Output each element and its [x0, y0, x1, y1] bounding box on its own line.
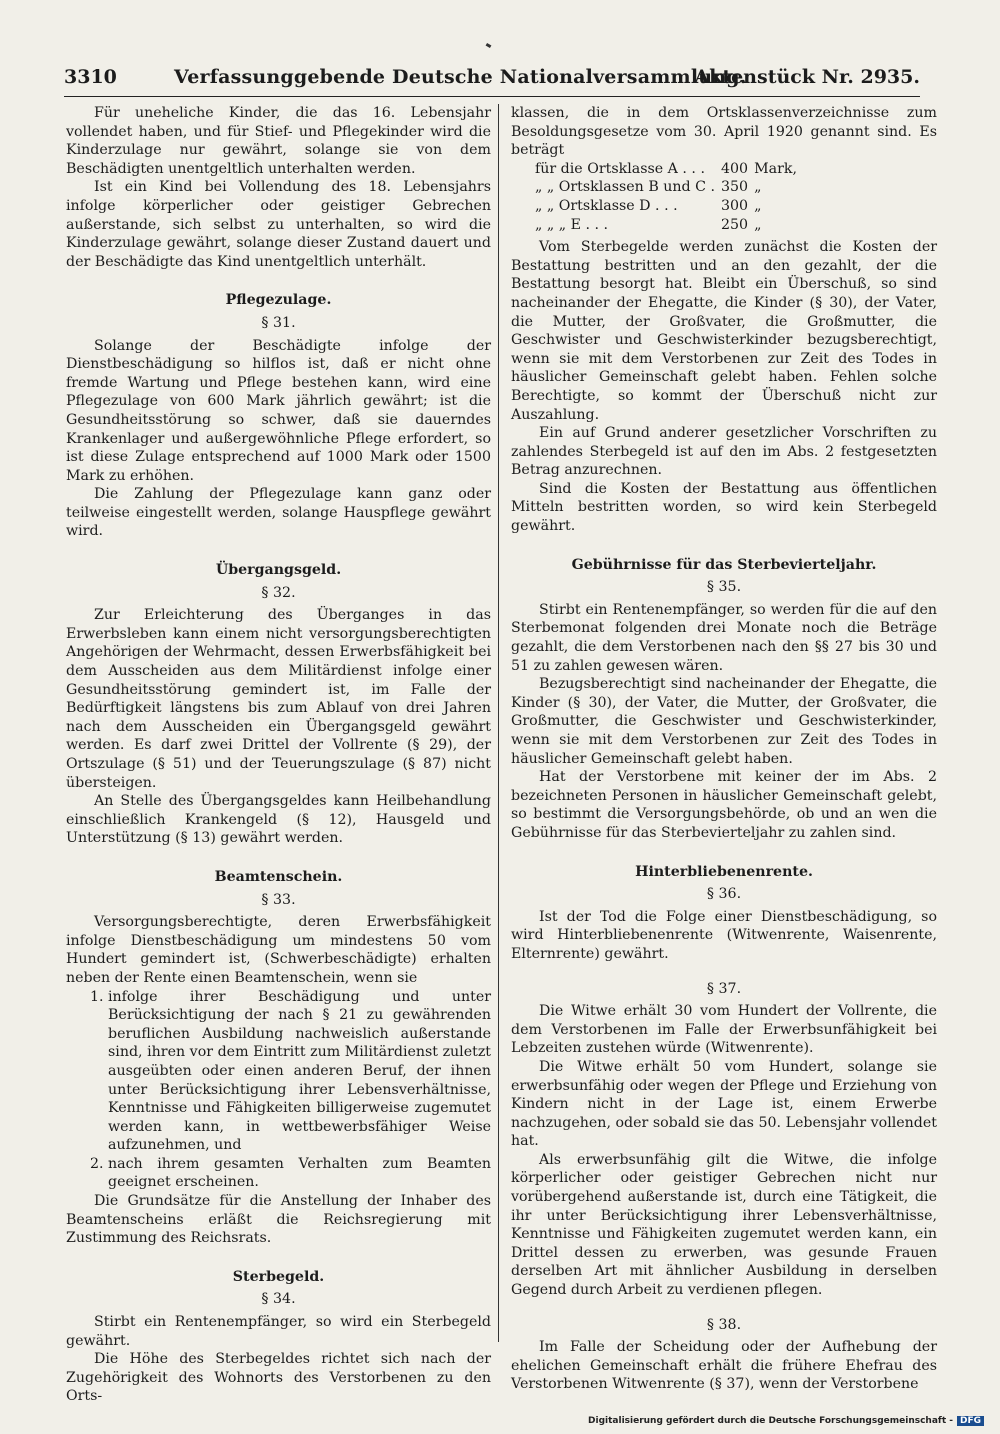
list-item: 1. infolge ihrer Beschädigung und unter Berücksichtigung der nach § 21 zu gewährenden beruflichen Ausbildung nachweislich außerstande sind, ihren vor dem Eintritt zum Militärdienst zuletzt ausgeübten oder einen anderen Beruf, der ihnen unter Berücksichtigung ihrer Lebensverhältnisse, Kenntnisse und Fähigkeiten billigerweise zugemutet werden kann, in wettbewerbsfähiger Weise aufzunehmen, und — [108, 988, 491, 1155]
digitization-credit — [588, 1416, 984, 1426]
rate-unit: „ — [754, 179, 762, 196]
rate-unit: Mark, — [754, 160, 797, 177]
section-heading-uebergangsgeld: Übergangsgeld. — [215, 562, 342, 579]
paragraph: Die Grundsätze für die Anstellung der Inhaber des Beamtenscheins erläßt die Reichsregierung mit Zustimmung des Reichsrats. — [66, 1193, 491, 1247]
credit-text: Digitalisierung gefördert durch die Deutsche Forschungsgemeinschaft - — [588, 1416, 953, 1426]
section-heading-pflegezulage: Pflegezulage. — [225, 292, 332, 309]
paragraph: Die Höhe des Sterbegeldes richtet sich nach der Zugehörigkeit des Wohnorts des Verstorbenen zu den Orts- — [66, 1351, 491, 1405]
paragraph: Sind die Kosten der Bestattung aus öffentlichen Mitteln bestritten worden, so wird kein Sterbegeld gewährt. — [511, 480, 937, 535]
paragraph-number: § 37. — [706, 980, 742, 997]
table-row — [535, 160, 803, 179]
paragraph: Stirbt ein Rentenempfänger, so werden für die auf den Sterbemonat folgenden drei Monate noch die Beträge gezahlt, die dem Verstorbenen nach den §§ 27 bis 30 und 51 zu zahlen gewesen wären. — [511, 601, 937, 674]
paragraph: Die Zahlung der Pflegezulage kann ganz oder teilweise eingestellt werden, solange Hauspflege gewährt wird. — [66, 486, 491, 540]
table-row — [535, 178, 803, 197]
rate-value: 400 — [721, 160, 749, 177]
list-item: 2. nach ihrem gesamten Verhalten zum Beamten geeignet erscheinen. — [108, 1155, 491, 1192]
section-heading-hinterbliebenenrente: Hinterbliebenenrente. — [635, 863, 813, 880]
paragraph: Vom Sterbegelde werden zunächst die Kosten der Bestattung bestritten und an den gezahlt, der die Bestattung besorgt hat. Bleibt ein Überschuß, so sind nacheinander der Ehegatte, die Kinder (§ 30), der Vater, die Mutter, der Großvater, die Großmutter, die Geschwister und Geschwisterkinder bezugsberechtigt, wenn sie mit dem Verstorbenen zur Zeit des Todes in häuslicher Gemeinschaft gelebt haben. Fehlen solche Berechtigte, so kommt der Überschuß nicht zur Auszahlung. — [511, 239, 937, 423]
paragraph: Bezugsberechtigt sind nacheinander der Ehegatte, die Kinder (§ 30), der Vater, die Mutter, der Großvater, die Großmutter, die Geschwister und Geschwisterkinder, wenn sie mit dem Verstorbenen zur Zeit des Todes in häuslicher Gemeinschaft gelebt haben. — [511, 676, 937, 767]
document-reference: Aktenstück Nr. 2935. — [694, 66, 920, 88]
left-column — [66, 104, 491, 1406]
paragraph-number: § 32. — [261, 584, 296, 601]
table-row — [535, 216, 803, 235]
paragraph: An Stelle des Übergangsgeldes kann Heilbehandlung einschließlich Krankengeld (§ 12), Hausgeld und Unterstützung (§ 13) gewährt werden. — [66, 793, 491, 847]
paragraph: Ein auf Grund anderer gesetzlicher Vorschriften zu zahlendes Sterbegeld ist auf den im Abs. 2 festgesetzten Betrag anzurechnen. — [511, 425, 937, 479]
paragraph-number: § 36. — [706, 886, 742, 903]
section-heading-sterbegeld: Sterbegeld. — [232, 1268, 325, 1285]
paragraph-number: § 33. — [261, 891, 296, 908]
rate-unit: „ — [754, 216, 762, 233]
paragraph: Solange der Beschädigte infolge der Dienstbeschädigung so hilflos ist, daß er nicht ohne fremde Wartung und Pflege bestehen kann, wird eine Pflegezulage von 600 Mark jährlich gewährt; ist die Gesundheitsstörung so schwer, daß sie dauerndes Krankenlager und außergewöhnliche Pflege erfordert, so ist diese Zulage entsprechend auf 1000 Mark oder 1500 Mark zu erhöhen. — [66, 337, 491, 484]
rate-label: für die Ortsklasse A . . . — [535, 160, 705, 177]
rate-label: „ „ Ortsklasse D . . . — [535, 197, 678, 214]
rate-table — [535, 160, 803, 234]
paragraph-number: § 34. — [261, 1291, 296, 1308]
rate-label: „ „ „ E . . . — [535, 216, 608, 233]
running-title: Verfassunggebende Deutsche Nationalversammlung. — [174, 66, 747, 88]
paragraph: Als erwerbsunfähig gilt die Witwe, die infolge körperlicher oder geistiger Gebrechen nicht nur vorübergehend außerstande ist, durch eine Tätigkeit, die ihr unter Berücksichtigung ihrer Lebensverhältnisse, Kenntnisse und Fähigkeiten zugemutet werden kann, ein Drittel dessen zu erwerben, was gesunde Frauen derselben Art mit ähnlicher Ausbildung in derselben Gegend durch Arbeit zu verdienen pflegen. — [511, 1151, 937, 1299]
paragraph: Hat der Verstorbene mit keiner der im Abs. 2 bezeichneten Personen in häuslicher Gemeinschaft gelebt, so bestimmt die Versorgungsbehörde, ob und an wen die Gebührnisse für das Sterbevierteljahr zu zahlen sind. — [511, 769, 937, 841]
rate-value: 250 — [721, 216, 749, 233]
scan-mark — [486, 43, 492, 48]
paragraph: Im Falle der Scheidung oder der Aufhebung der ehelichen Gemeinschaft erhält die frühere Ehefrau des Verstorbenen Witwenrente (§ 37), wenn der Verstorbene — [511, 1339, 937, 1393]
paragraph: Ist ein Kind bei Vollendung des 18. Lebensjahrs infolge körperlicher oder geistiger Gebrechen außerstande, sich selbst zu unterhalten, so wird die Kinderzulage gewährt, solange dieser Zustand dauert und der Beschädigte das Kind unentgeltlich unterhält. — [66, 179, 491, 270]
page-number: 3310 — [64, 66, 117, 88]
dfg-logo: DFG — [957, 1416, 984, 1426]
paragraph: Die Witwe erhält 50 vom Hundert, solange sie erwerbsunfähig oder wegen der Pflege und Erziehung von Kindern nicht in der Lage ist, einem Erwerbe nachzugehen, oder sobald sie das 50. Lebensjahr vollendet hat. — [511, 1058, 937, 1150]
paragraph: klassen, die in dem Ortsklassenverzeichnisse zum Besoldungsgesetze vom 30. April 1920 genannt sind. Es beträgt — [511, 105, 937, 159]
section-heading-beamtenschein: Beamtenschein. — [214, 868, 343, 885]
paragraph: Ist der Tod die Folge einer Dienstbeschädigung, so wird Hinterbliebenenrente (Witwenrente, Waisenrente, Elternrente) gewährt. — [511, 908, 937, 962]
paragraph-number: § 31. — [261, 314, 296, 331]
paragraph: Stirbt ein Rentenempfänger, so wird ein Sterbegeld gewährt. — [66, 1314, 491, 1349]
rate-value: 350 — [721, 179, 749, 196]
paragraph-number: § 38. — [706, 1316, 742, 1333]
rate-value: 300 — [721, 197, 749, 214]
section-heading-gebuehrnisse: Gebührnisse für das Sterbevierteljahr. — [571, 556, 877, 573]
column-divider — [498, 104, 499, 1342]
rate-label: „ „ Ortsklassen B und C . — [535, 179, 715, 196]
page-header — [64, 60, 920, 97]
paragraph: Versorgungsberechtigte, deren Erwerbsfähigkeit infolge Dienstbeschädigung um mindestens 50 vom Hundert gemindert ist, (Schwerbeschädigte) erhalten neben der Rente einen Beamtenschein, wenn sie — [66, 914, 491, 986]
table-row — [535, 197, 803, 216]
paragraph: Die Witwe erhält 30 vom Hundert der Vollrente, die dem Verstorbenen im Falle der Erwerbsunfähigkeit bei Lebzeiten zustehen würde (Witwenrente). — [511, 1003, 937, 1057]
rate-unit: „ — [754, 197, 762, 214]
paragraph: Zur Erleichterung des Überganges in das Erwerbsleben kann einem nicht versorgungsberechtigten Angehörigen der Wehrmacht, dessen Erwerbsfähigkeit bei dem Ausscheiden aus dem Militärdienst infolge einer Gesundheitsstörung gemindert ist, im Falle der Bedürftigkeit längstens bis zum Ablauf von drei Jahren nach dem Ausscheiden ein Übergangsgeld gewährt werden. Es darf zwei Drittel der Vollrente (§ 29), der Ortszulage (§ 51) und der Teuerungszulage (§ 87) nicht übersteigen. — [66, 607, 491, 791]
paragraph: Für uneheliche Kinder, die das 16. Lebensjahr vollendet haben, und für Stief- und Pflegekinder wird die Kinderzulage nur gewährt, solange sie von dem Beschädigten unentgeltlich unterhalten werden. — [66, 105, 491, 177]
numbered-list — [66, 988, 491, 1193]
paragraph-number: § 35. — [706, 579, 742, 596]
right-column — [511, 104, 937, 1394]
